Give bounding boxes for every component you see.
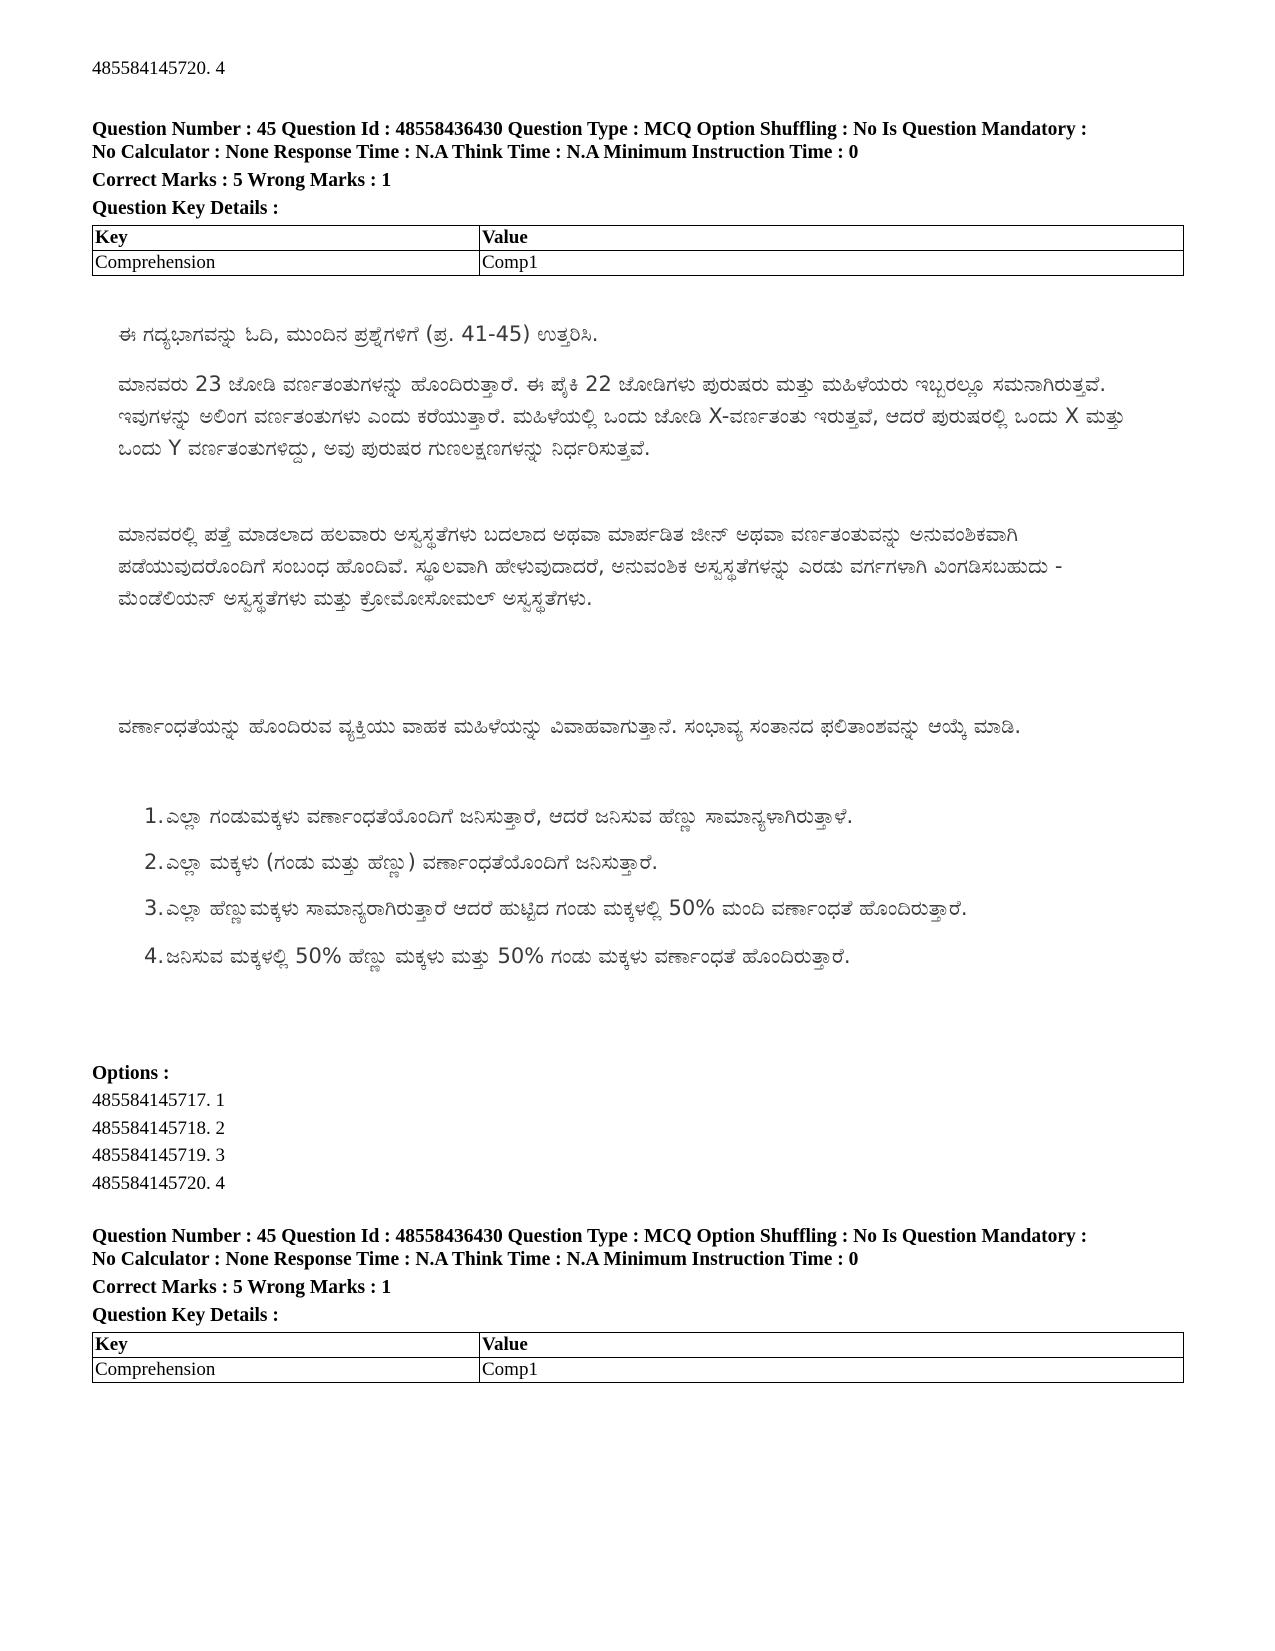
answer-choice-text: ಜನಿಸುವ ಮಕ್ಕಳಲ್ಲಿ 50% ಹೆಣ್ಣು ಮಕ್ಕಳು ಮತ್ತು 50% ಗಂಡು ಮಕ್ಕಳು ವರ್ಣಾಂಧತೆ ಹೊಂದಿರುತ್ತಾರೆ.	[166, 944, 851, 968]
table-header-key: Key	[93, 226, 480, 251]
question-meta-line-1: Question Number : 45 Question Id : 48558436430 Question Type : MCQ Option Shuffling : No Is Question Mandatory :	[92, 1226, 1088, 1247]
passage-paragraph-1: ಮಾನವರು 23 ಜೋಡಿ ವರ್ಣತಂತುಗಳನ್ನು ಹೊಂದಿರುತ್ತಾರೆ. ಈ ಪೈಕಿ 22 ಜೋಡಿಗಳು ಪುರುಷರು ಮತ್ತು ಮಹಿಳೆಯರು ಇಬ್ಬರಲ್ಲೂ ಸಮನಾಗಿರುತ್ತವೆ. ಇವುಗಳನ್ನು ಅಲಿಂಗ ವರ್ಣತಂತುಗಳು ಎಂದು ಕರೆಯುತ್ತಾರೆ. ಮಹಿಳೆಯಲ್ಲಿ ಒಂದು ಜೋಡಿ X-ವರ್ಣತಂತು ಇರುತ್ತವೆ, ಆದರೆ ಪುರುಷರಲ್ಲಿ ಒಂದು X ಮತ್ತು ಒಂದು Y ವರ್ಣತಂತುಗಳಿದ್ದು, ಅವು ಪುರುಷರ ಗುಣಲಕ್ಷಣಗಳನ್ನು ನಿರ್ಧರಿಸುತ್ತವೆ.	[118, 372, 1126, 460]
answer-choice-text: ಎಲ್ಲಾ ಗಂಡುಮಕ್ಕಳು ವರ್ಣಾಂಧತೆಯೊಂದಿಗೆ ಜನಿಸುತ್ತಾರೆ, ಆದರೆ ಜನಿಸುವ ಹೆಣ್ಣು ಸಾಮಾನ್ಯಳಾಗಿರುತ್ತಾಳೆ.	[166, 804, 854, 828]
table-header-value: Value	[480, 1333, 1184, 1358]
table-cell-key: Comprehension	[93, 1358, 480, 1383]
passage-instruction: ಈ ಗದ್ಯಭಾಗವನ್ನು ಓದಿ, ಮುಂದಿನ ಪ್ರಶ್ನೆಗಳಿಗೆ (ಪ್ರ. 41-45) ಉತ್ತರಿಸಿ.	[118, 322, 599, 346]
table-header-key: Key	[93, 1333, 480, 1358]
key-details-label: Question Key Details :	[92, 1305, 279, 1326]
table-cell-value: Comp1	[480, 251, 1184, 276]
option-item: 485584145719. 3	[92, 1145, 225, 1166]
answer-choice-list	[144, 800, 1144, 972]
marks-line: Correct Marks : 5 Wrong Marks : 1	[92, 170, 392, 191]
key-details-label: Question Key Details :	[92, 198, 279, 219]
marks-line: Correct Marks : 5 Wrong Marks : 1	[92, 1277, 392, 1298]
question-header-block	[92, 1225, 1184, 1383]
table-header-row	[93, 1333, 1184, 1358]
table-cell-key: Comprehension	[93, 251, 480, 276]
table-cell-value: Comp1	[480, 1358, 1184, 1383]
key-details-table	[92, 225, 1184, 276]
option-item: 485584145717. 1	[92, 1090, 225, 1111]
previous-option-line: 485584145720. 4	[92, 58, 225, 79]
table-header-value: Value	[480, 226, 1184, 251]
answer-choice-text: ಎಲ್ಲಾ ಮಕ್ಕಳು (ಗಂಡು ಮತ್ತು ಹೆಣ್ಣು) ವರ್ಣಾಂಧತೆಯೊಂದಿಗೆ ಜನಿಸುತ್ತಾರೆ.	[166, 850, 659, 874]
question-meta-line-2: No Calculator : None Response Time : N.A Think Time : N.A Minimum Instruction Time : 0	[92, 142, 859, 163]
options-label: Options :	[92, 1063, 170, 1084]
answer-choice-number: 1.	[144, 804, 165, 828]
key-details-table	[92, 1332, 1184, 1383]
answer-choice	[144, 892, 1144, 924]
options-section	[92, 1060, 225, 1197]
question-header-block	[92, 118, 1184, 276]
answer-choice	[144, 800, 1144, 832]
answer-choice-number: 2.	[144, 850, 165, 874]
answer-choice-number: 3.	[144, 896, 165, 920]
answer-choice-text: ಎಲ್ಲಾ ಹೆಣ್ಣುಮಕ್ಕಳು ಸಾಮಾನ್ಯರಾಗಿರುತ್ತಾರೆ ಆದರೆ ಹುಟ್ಟಿದ ಗಂಡು ಮಕ್ಕಳಲ್ಲಿ 50% ಮಂದಿ ವರ್ಣಾಂಧತೆ ಹೊಂದಿರುತ್ತಾರೆ.	[166, 896, 968, 920]
answer-choice	[144, 846, 1144, 878]
question-meta-line-2: No Calculator : None Response Time : N.A Think Time : N.A Minimum Instruction Time : 0	[92, 1249, 859, 1270]
question-meta-line-1: Question Number : 45 Question Id : 48558436430 Question Type : MCQ Option Shuffling : No Is Question Mandatory :	[92, 119, 1088, 140]
answer-choice-number: 4.	[144, 944, 165, 968]
passage-paragraph-2: ಮಾನವರಲ್ಲಿ ಪತ್ತೆ ಮಾಡಲಾದ ಹಲವಾರು ಅಸ್ವಸ್ಥತೆಗಳು ಬದಲಾದ ಅಥವಾ ಮಾರ್ಪಡಿತ ಜೀನ್ ಅಥವಾ ವರ್ಣತಂತುವನ್ನು ಅನುವಂಶಿಕವಾಗಿ ಪಡೆಯುವುದರೊಂದಿಗೆ ಸಂಬಂಧ ಹೊಂದಿವೆ. ಸ್ಥೂಲವಾಗಿ ಹೇಳುವುದಾದರೆ, ಅನುವಂಶಿಕ ಅಸ್ವಸ್ಥತೆಗಳನ್ನು ಎರಡು ವರ್ಗಗಳಾಗಿ ವಿಂಗಡಿಸಬಹುದು - ಮೆಂಡೆಲಿಯನ್ ಅಸ್ವಸ್ಥತೆಗಳು ಮತ್ತು ಕ್ರೋಮೋಸೋಮಲ್ ಅಸ್ವಸ್ಥತೆಗಳು.	[118, 522, 1063, 610]
table-row	[93, 251, 1184, 276]
passage-question: ವರ್ಣಾಂಧತೆಯನ್ನು ಹೊಂದಿರುವ ವ್ಯಕ್ತಿಯು ವಾಹಕ ಮಹಿಳೆಯನ್ನು ವಿವಾಹವಾಗುತ್ತಾನೆ. ಸಂಭಾವ್ಯ ಸಂತಾನದ ಫಲಿತಾಂಶವನ್ನು ಆಯ್ಕೆ ಮಾಡಿ.	[118, 714, 1022, 738]
option-item: 485584145718. 2	[92, 1117, 225, 1139]
option-item: 485584145720. 4	[92, 1172, 225, 1194]
table-row	[93, 1358, 1184, 1383]
answer-choice	[144, 940, 1144, 972]
table-header-row	[93, 226, 1184, 251]
